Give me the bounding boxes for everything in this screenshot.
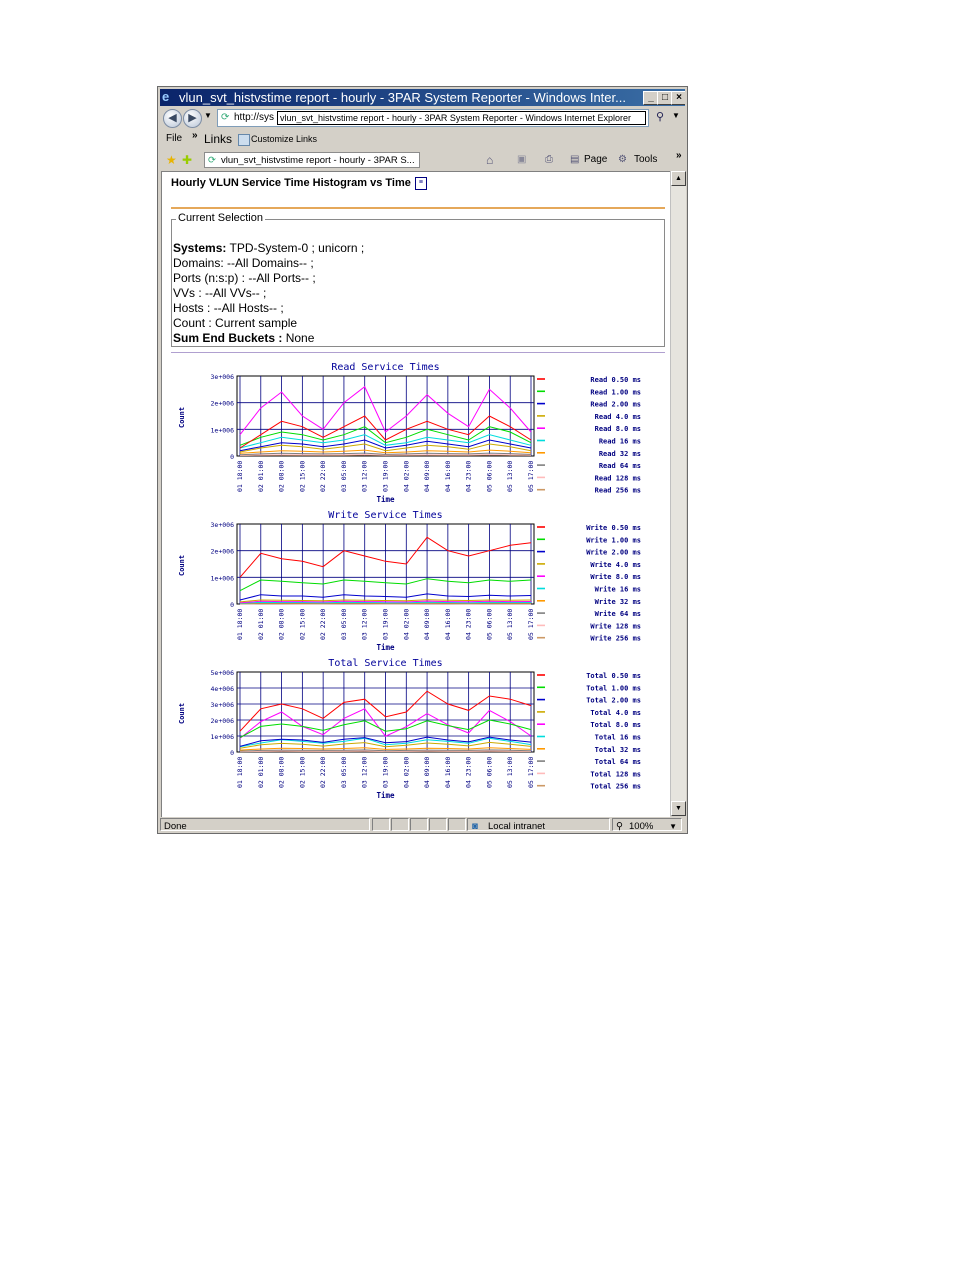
- y-tick-label: 1e+006: [210, 574, 234, 583]
- chart-1: [178, 510, 641, 652]
- selection-divider: [171, 352, 665, 353]
- selection-key: Ports (n:s:p) :: [173, 271, 246, 285]
- zone-indicator: [467, 818, 610, 831]
- y-tick-label: 2e+006: [210, 399, 234, 408]
- x-tick-label: 01 18:00: [236, 460, 244, 492]
- x-axis-label: Time: [376, 791, 395, 800]
- legend-label: Read 64 ms: [598, 462, 641, 471]
- x-tick-label: 05 13:00: [506, 608, 515, 640]
- x-tick-label: 05 17:00: [527, 460, 535, 492]
- legend-label: Total 128 ms: [590, 770, 641, 779]
- legend-label: Write 16 ms: [594, 585, 641, 594]
- page-menu[interactable]: Page: [584, 154, 608, 165]
- selection-systems: [173, 241, 364, 255]
- heading-divider: [171, 207, 665, 209]
- selection-key: Count :: [173, 316, 212, 330]
- feeds-icon[interactable]: ▣: [517, 154, 527, 165]
- y-axis-label: Count: [178, 554, 186, 576]
- legend-label: Total 2.00 ms: [586, 696, 641, 705]
- vertical-scrollbar[interactable]: [670, 171, 686, 816]
- x-tick-label: 05 17:00: [527, 756, 535, 788]
- y-tick-label: 0: [230, 749, 234, 757]
- selection-key: Domains:: [173, 256, 224, 270]
- add-favorites-icon[interactable]: ✚: [182, 153, 193, 167]
- status-cell: [372, 818, 390, 831]
- browser-window: [157, 86, 688, 834]
- legend-label: Total 0.50 ms: [586, 672, 641, 680]
- selection-value: --All Hosts-- ;: [213, 301, 284, 315]
- zone-label: Local intranet: [488, 821, 546, 832]
- x-tick-label: 02 08:00: [277, 756, 286, 788]
- selection-value: TPD-System-0 ; unicorn ;: [229, 241, 365, 255]
- x-tick-label: 05 13:00: [506, 460, 515, 492]
- address-bar[interactable]: [217, 109, 649, 127]
- x-tick-label: 04 16:00: [443, 460, 452, 492]
- y-tick-label: 2e+006: [210, 717, 234, 725]
- current-selection-box: [171, 212, 665, 347]
- selection-vvs: [173, 286, 266, 300]
- tools-menu[interactable]: Tools: [634, 154, 658, 165]
- title-bar[interactable]: [160, 89, 685, 106]
- selection-key: Systems:: [173, 241, 227, 255]
- print-icon[interactable]: ⎙: [545, 154, 553, 165]
- y-tick-label: 5e+006: [210, 669, 234, 677]
- y-tick-label: 1e+006: [210, 426, 234, 435]
- x-tick-label: 03 19:00: [381, 756, 390, 788]
- x-tick-label: 04 02:00: [402, 756, 411, 788]
- selection-domains: [173, 256, 314, 270]
- scroll-up-arrow-icon[interactable]: ▲: [671, 171, 686, 186]
- selection-sum-end-buckets: [173, 331, 314, 345]
- x-tick-label: 02 01:00: [256, 756, 265, 788]
- x-tick-label: 04 02:00: [402, 608, 411, 640]
- search-icon[interactable]: ⚲: [656, 111, 665, 123]
- legend-label: Read 8.0 ms: [594, 425, 641, 434]
- search-dropdown-icon[interactable]: ▼: [672, 111, 680, 120]
- legend-label: Total 4.0 ms: [590, 708, 641, 717]
- tab-icon: ⟳: [208, 155, 216, 166]
- selection-legend: Current Selection: [178, 212, 263, 224]
- legend-label: Total 8.0 ms: [590, 721, 641, 730]
- forward-button[interactable]: ▶: [183, 109, 202, 128]
- intranet-globe-icon: ◙: [472, 821, 478, 832]
- x-tick-label: 02 22:00: [319, 608, 328, 640]
- x-tick-label: 03 12:00: [360, 460, 369, 492]
- scroll-down-arrow-icon[interactable]: ▼: [671, 801, 686, 816]
- legend-label: Total 256 ms: [590, 782, 641, 791]
- y-axis-label: Count: [178, 702, 186, 724]
- legend-label: Write 8.0 ms: [590, 573, 641, 582]
- document-icon[interactable]: ≡: [415, 177, 427, 190]
- legend-label: Read 4.0 ms: [594, 412, 641, 421]
- menu-chevron[interactable]: »: [192, 130, 198, 141]
- x-tick-label: 03 12:00: [360, 608, 369, 640]
- chart-title: Write Service Times: [328, 510, 443, 521]
- selection-key: Sum End Buckets :: [173, 331, 283, 345]
- chart-title: Total Service Times: [328, 658, 443, 669]
- y-tick-label: 3e+006: [210, 521, 234, 529]
- x-tick-label: 05 06:00: [485, 608, 494, 640]
- tab-label: vlun_svt_histvstime report - hourly - 3PAR S...: [221, 155, 415, 166]
- legend-label: Read 0.50 ms: [590, 376, 641, 384]
- selection-value: --All Domains-- ;: [227, 256, 314, 270]
- menu-file[interactable]: File: [166, 133, 183, 144]
- legend-label: Write 64 ms: [594, 610, 641, 619]
- page-content: [161, 171, 670, 817]
- home-icon[interactable]: ⌂: [486, 153, 494, 167]
- x-tick-label: 02 15:00: [298, 460, 307, 492]
- page-title: [171, 177, 427, 190]
- back-button[interactable]: ◀: [163, 109, 182, 128]
- x-tick-label: 04 09:00: [423, 608, 432, 640]
- x-tick-label: 01 18:00: [236, 608, 244, 640]
- x-tick-label: 04 23:00: [464, 608, 473, 640]
- x-tick-label: 03 19:00: [381, 460, 390, 492]
- address-row: [160, 107, 685, 129]
- links-label: Links: [204, 132, 233, 146]
- zoom-dropdown-icon[interactable]: ▼: [669, 822, 677, 831]
- legend-label: Write 1.00 ms: [586, 536, 641, 545]
- legend-label: Read 2.00 ms: [590, 400, 641, 409]
- customize-links[interactable]: Customize Links: [251, 134, 318, 144]
- x-tick-label: 03 05:00: [339, 608, 348, 640]
- x-tick-label: 04 09:00: [423, 460, 432, 492]
- x-tick-label: 05 13:00: [506, 756, 515, 788]
- tab-current[interactable]: [204, 152, 420, 168]
- x-tick-label: 01 18:00: [236, 756, 244, 788]
- selection-count: [173, 316, 297, 330]
- legend-label: Read 1.00 ms: [590, 388, 641, 397]
- selection-hosts: [173, 301, 284, 315]
- selection-value: Current sample: [215, 316, 298, 330]
- ie-logo-icon: e: [162, 89, 170, 104]
- x-axis-label: Time: [376, 495, 395, 504]
- link-page-icon: [238, 134, 250, 146]
- page-title-text: Hourly VLUN Service Time Histogram vs Time: [171, 177, 411, 189]
- x-tick-label: 02 01:00: [256, 460, 265, 492]
- status-cell: [429, 818, 447, 831]
- y-axis-label: Count: [178, 406, 186, 428]
- selection-key: Hosts :: [173, 301, 211, 315]
- y-tick-label: 3e+006: [210, 701, 234, 709]
- favorites-star-icon[interactable]: ★: [166, 153, 177, 167]
- chart-2: [178, 658, 641, 800]
- y-tick-label: 2e+006: [210, 547, 234, 556]
- status-text: Done: [160, 818, 370, 831]
- x-tick-label: 02 01:00: [256, 608, 265, 640]
- legend-label: Write 4.0 ms: [590, 560, 641, 569]
- legend-label: Read 256 ms: [594, 486, 641, 495]
- legend-label: Read 16 ms: [598, 437, 641, 446]
- close-button[interactable]: ×: [671, 91, 685, 105]
- x-tick-label: 04 16:00: [443, 756, 452, 788]
- legend-label: Total 64 ms: [594, 758, 641, 767]
- y-tick-label: 1e+006: [210, 733, 234, 741]
- x-axis-label: Time: [376, 643, 395, 652]
- favorites-row: [160, 149, 685, 171]
- x-tick-label: 05 17:00: [527, 608, 535, 640]
- address-prefix: http://sys: [234, 112, 275, 123]
- status-cell: [448, 818, 466, 831]
- x-tick-label: 02 15:00: [298, 756, 307, 788]
- selection-value: --All VVs-- ;: [205, 286, 267, 300]
- zoom-control[interactable]: [612, 818, 682, 831]
- x-tick-label: 04 09:00: [423, 756, 432, 788]
- status-bar: [160, 818, 685, 833]
- menu-bar: [160, 130, 685, 148]
- chart-0: [178, 362, 641, 504]
- x-tick-label: 03 05:00: [339, 460, 348, 492]
- legend-label: Total 1.00 ms: [586, 684, 641, 693]
- x-tick-label: 02 08:00: [277, 608, 286, 640]
- y-tick-label: 0: [230, 453, 234, 461]
- y-tick-label: 3e+006: [210, 373, 234, 381]
- selection-key: VVs :: [173, 286, 202, 300]
- x-tick-label: 03 12:00: [360, 756, 369, 788]
- legend-label: Write 256 ms: [590, 634, 641, 643]
- x-tick-label: 02 22:00: [319, 460, 328, 492]
- status-cell: [391, 818, 409, 831]
- window-title: vlun_svt_histvstime report - hourly - 3PAR System Reporter - Windows Inter...: [179, 90, 626, 105]
- legend-label: Total 16 ms: [594, 733, 641, 742]
- x-tick-label: 05 06:00: [485, 756, 494, 788]
- charts-area: [162, 357, 670, 817]
- x-tick-label: 03 19:00: [381, 608, 390, 640]
- x-tick-label: 05 06:00: [485, 460, 494, 492]
- x-tick-label: 02 15:00: [298, 608, 307, 640]
- legend-label: Write 32 ms: [594, 597, 641, 606]
- legend-label: Write 0.50 ms: [586, 524, 641, 532]
- zoom-level: 100%: [629, 821, 654, 832]
- x-tick-label: 04 23:00: [464, 460, 473, 492]
- zoom-icon: ⚲: [616, 821, 623, 832]
- x-tick-label: 04 16:00: [443, 608, 452, 640]
- page-icon: ⟳: [221, 112, 230, 123]
- x-tick-label: 03 05:00: [339, 756, 348, 788]
- x-tick-label: 04 23:00: [464, 756, 473, 788]
- legend-label: Total 32 ms: [594, 745, 641, 754]
- chart-title: Read Service Times: [331, 362, 440, 373]
- address-selected-text: vlun_svt_histvstime report - hourly - 3PAR System Reporter - Windows Internet Explorer: [277, 111, 646, 125]
- legend-label: Write 2.00 ms: [586, 548, 641, 557]
- y-tick-label: 0: [230, 601, 234, 609]
- status-cell: [410, 818, 428, 831]
- tools-gear-icon: ⚙: [618, 154, 627, 165]
- maximize-button[interactable]: □: [657, 91, 673, 105]
- history-dropdown-icon[interactable]: ▼: [204, 111, 212, 120]
- selection-value: --All Ports-- ;: [248, 271, 316, 285]
- minimize-button[interactable]: _: [643, 91, 659, 105]
- x-tick-label: 02 22:00: [319, 756, 328, 788]
- x-tick-label: 02 08:00: [277, 460, 286, 492]
- y-tick-label: 4e+006: [210, 685, 234, 693]
- selection-value: None: [285, 331, 315, 345]
- selection-ports: [173, 271, 316, 285]
- legend-label: Read 32 ms: [598, 449, 641, 458]
- toolbar-chevron[interactable]: »: [676, 150, 682, 161]
- legend-label: Write 128 ms: [590, 622, 641, 631]
- x-tick-label: 04 02:00: [402, 460, 411, 492]
- legend-label: Read 128 ms: [594, 474, 641, 483]
- page-menu-icon: ▤: [570, 154, 580, 165]
